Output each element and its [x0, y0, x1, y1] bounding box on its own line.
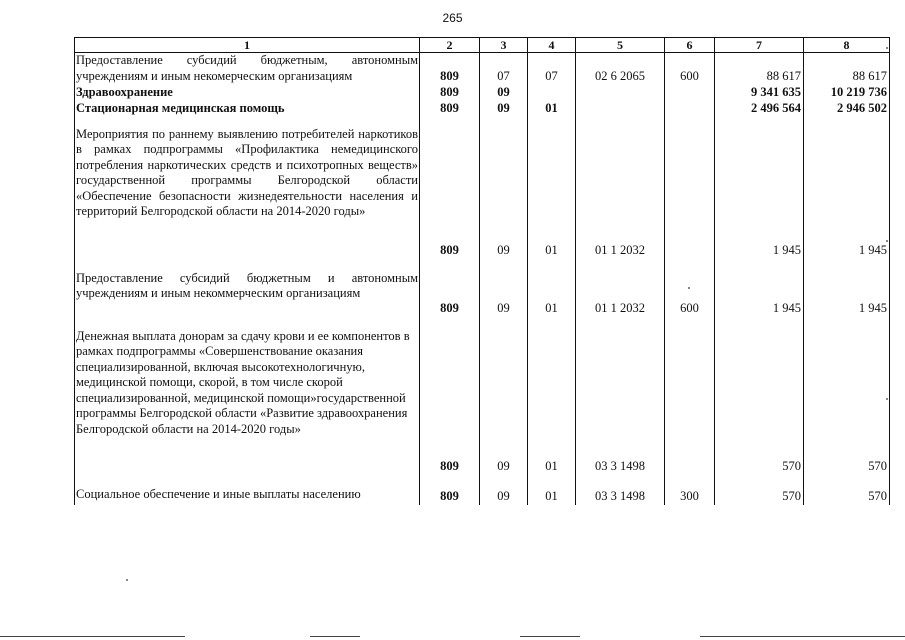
cell-ministry-code: 809 — [420, 53, 480, 85]
cell-expense-type — [665, 101, 715, 127]
header-col-6: 6 — [665, 38, 715, 53]
header-col-3: 3 — [480, 38, 528, 53]
cell-ministry-code: 809 — [420, 101, 480, 127]
cell-amount-year1: 88 617 — [715, 53, 804, 85]
cell-subsection: 01 — [528, 259, 576, 317]
cell-amount-year2: 88 617 — [804, 53, 890, 85]
cell-expense-type: 300 — [665, 475, 715, 505]
cell-amount-year1: 570 — [715, 317, 804, 475]
cell-section: 09 — [480, 85, 528, 101]
cell-subsection: 07 — [528, 53, 576, 85]
cell-expense-type — [665, 317, 715, 475]
table-row — [75, 101, 890, 127]
cell-target-article: 01 1 2032 — [576, 127, 665, 259]
cell-expense-type — [665, 127, 715, 259]
cell-subsection — [528, 85, 576, 101]
table-row — [75, 259, 890, 317]
cell-amount-year2: 570 — [804, 317, 890, 475]
header-col-7: 7 — [715, 38, 804, 53]
cell-target-article: 02 6 2065 — [576, 53, 665, 85]
cell-expense-type: 600 — [665, 259, 715, 317]
cell-ministry-code: 809 — [420, 85, 480, 101]
cell-subsection: 01 — [528, 127, 576, 259]
cell-section: 09 — [480, 317, 528, 475]
scan-edge-line — [520, 636, 580, 637]
cell-target-article: 03 3 1498 — [576, 475, 665, 505]
cell-ministry-code: 809 — [420, 317, 480, 475]
cell-subsection: 01 — [528, 101, 576, 127]
cell-amount-year1: 1 945 — [715, 127, 804, 259]
cell-ministry-code: 809 — [420, 475, 480, 505]
cell-section: 09 — [480, 259, 528, 317]
cell-amount-year1: 2 496 564 — [715, 101, 804, 127]
page-number: 265 — [442, 11, 463, 25]
row-description: Предоставление субсидий бюджетным, автономным учреждениям и иным некомерческим организациям — [76, 53, 418, 83]
cell-subsection: 01 — [528, 475, 576, 505]
cell-target-article — [576, 101, 665, 127]
scan-edge-line — [310, 636, 360, 637]
cell-amount-year2: 1 945 — [804, 127, 890, 259]
scan-dot — [886, 398, 888, 400]
table-row — [75, 53, 890, 85]
cell-amount-year1: 9 341 635 — [715, 85, 804, 101]
row-description: Здравоохранение — [75, 85, 420, 101]
header-col-8: 8 — [804, 38, 890, 53]
table-row — [75, 317, 890, 475]
cell-subsection: 01 — [528, 317, 576, 475]
scan-edge-line — [700, 636, 905, 637]
table-row — [75, 127, 890, 259]
row-description: Предоставление субсидий бюджетным и автономным учреждениям и иным некоммерческим организациям — [75, 259, 420, 317]
cell-amount-year2: 2 946 502 — [804, 101, 890, 127]
cell-amount-year1: 1 945 — [715, 259, 804, 317]
header-row — [75, 38, 890, 53]
cell-section: 07 — [480, 53, 528, 85]
cell-target-article — [576, 85, 665, 101]
scan-dot — [126, 579, 128, 581]
header-col-1: 1 — [75, 38, 420, 53]
cell-ministry-code: 809 — [420, 259, 480, 317]
cell-section: 09 — [480, 127, 528, 259]
table-row — [75, 85, 890, 101]
cell-amount-year2: 570 — [804, 475, 890, 505]
cell-expense-type — [665, 85, 715, 101]
cell-amount-year2: 1 945 — [804, 259, 890, 317]
scan-dot — [886, 47, 888, 49]
cell-ministry-code: 809 — [420, 127, 480, 259]
row-description: Мероприятия по раннему выявлению потребителей наркотиков в рамках подпрограммы «Профилактика немедицинского потребления наркотических средств и психотропных веществ» государственной программы Белгородской области «Обеспечение безопасности жизнедеятельности населения и территорий Белгородской области на 2014-2020 годы» — [75, 127, 420, 259]
scan-edge-line — [0, 636, 185, 637]
row-description: Денежная выплата донорам за сдачу крови и ее компонентов в рамках подпрограммы «Совершенствование оказания специализированной, включая высокотехнологичную, медицинской помощи, скорой, в том числе скорой специализированной, медицинской помощи»государственной программы Белгородской области «Развитие здравоохранения Белгородской области на 2014-2020 годы» — [75, 317, 420, 475]
scan-dot — [688, 287, 690, 289]
budget-table — [74, 37, 890, 505]
row-description: Социальное обеспечение и иные выплаты населению — [75, 475, 420, 505]
cell-target-article: 03 3 1498 — [576, 317, 665, 475]
header-col-5: 5 — [576, 38, 665, 53]
scan-dot — [886, 240, 888, 242]
header-col-4: 4 — [528, 38, 576, 53]
cell-section: 09 — [480, 101, 528, 127]
cell-amount-year1: 570 — [715, 475, 804, 505]
row-description: Стационарная медицинская помощь — [75, 101, 420, 127]
cell-target-article: 01 1 2032 — [576, 259, 665, 317]
table-row — [75, 475, 890, 505]
cell-section: 09 — [480, 475, 528, 505]
cell-expense-type: 600 — [665, 53, 715, 85]
cell-amount-year2: 10 219 736 — [804, 85, 890, 101]
header-col-2: 2 — [420, 38, 480, 53]
